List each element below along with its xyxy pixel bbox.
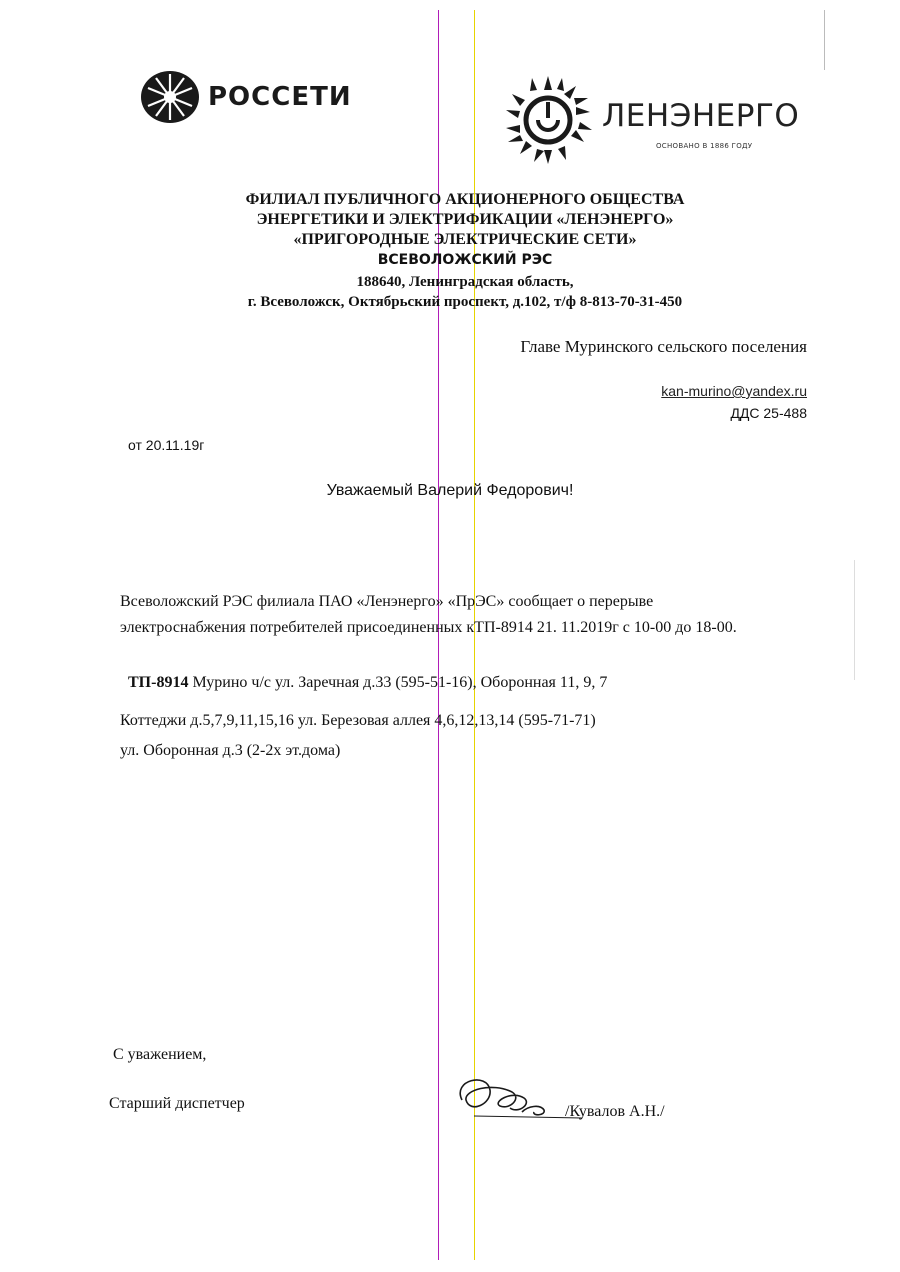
closing-regards: С уважением, xyxy=(113,1046,207,1063)
recipient-name: Главе Муринского сельского поселения xyxy=(520,337,807,356)
oboronnaya-line: ул. Оборонная д.3 (2-2х эт.дома) xyxy=(120,742,341,759)
org-address-1: 188640, Ленинградская область, xyxy=(356,274,574,290)
lenenergo-wordmark: ЛЕНЭНЕРГО xyxy=(602,98,800,134)
substation-line xyxy=(128,674,607,692)
rosseti-emblem-icon xyxy=(140,70,200,124)
lenenergo-logo xyxy=(498,72,800,168)
org-division: ВСЕВОЛОЖСКИЙ РЭС xyxy=(377,252,553,268)
substation-label: ТП-8914 xyxy=(128,674,189,691)
org-address-2: г. Всеволожск, Октябрьский проспект, д.102, т/ф 8-813-70-31-450 xyxy=(247,294,683,310)
recipient-dds: ДДС 25-488 xyxy=(730,405,807,421)
cottages-line: Коттеджи д.5,7,9,11,15,16 ул. Березовая аллея 4,6,12,13,14 (595-71-71) xyxy=(120,712,596,729)
scan-line-gray-2 xyxy=(854,560,855,680)
substation-details: Мурино ч/с ул. Заречная д.33 (595-51-16), Оборонная 11, 9, 7 xyxy=(188,674,608,691)
lenenergo-sun-icon xyxy=(498,72,598,168)
org-name-line-3: «ПРИГОРОДНЫЕ ЭЛЕКТРИЧЕСКИЕ СЕТИ» xyxy=(293,231,637,248)
signer-name: /Кувалов А.Н./ xyxy=(565,1103,665,1120)
rosseti-wordmark: РОССЕТИ xyxy=(208,82,352,112)
recipient-email-link[interactable]: kan-murino@yandex.ru xyxy=(661,383,807,399)
org-name-line-2: ЭНЕРГЕТИКИ И ЭЛЕКТРИФИКАЦИИ «ЛЕНЭНЕРГО» xyxy=(256,211,674,228)
letter-date: от 20.11.19г xyxy=(128,437,205,453)
handwritten-signature xyxy=(452,1070,592,1130)
scan-line-gray xyxy=(824,10,825,70)
rosseti-logo xyxy=(140,70,352,124)
body-paragraph-line-2: электроснабжения потребителей присоединенных кТП-8914 21. 11.2019г с 10-00 до 18-00. xyxy=(120,619,737,636)
letter-greeting: Уважаемый Валерий Федорович! xyxy=(326,482,574,499)
org-name-line-1: ФИЛИАЛ ПУБЛИЧНОГО АКЦИОНЕРНОГО ОБЩЕСТВА xyxy=(245,191,685,208)
lenenergo-tagline: ОСНОВАНО В 1886 ГОДУ xyxy=(656,142,753,150)
signer-position: Старший диспетчер xyxy=(109,1095,245,1112)
body-paragraph-line-1: Всеволожский РЭС филиала ПАО «Ленэнерго» «ПрЭС» сообщает о перерыве xyxy=(120,593,654,610)
